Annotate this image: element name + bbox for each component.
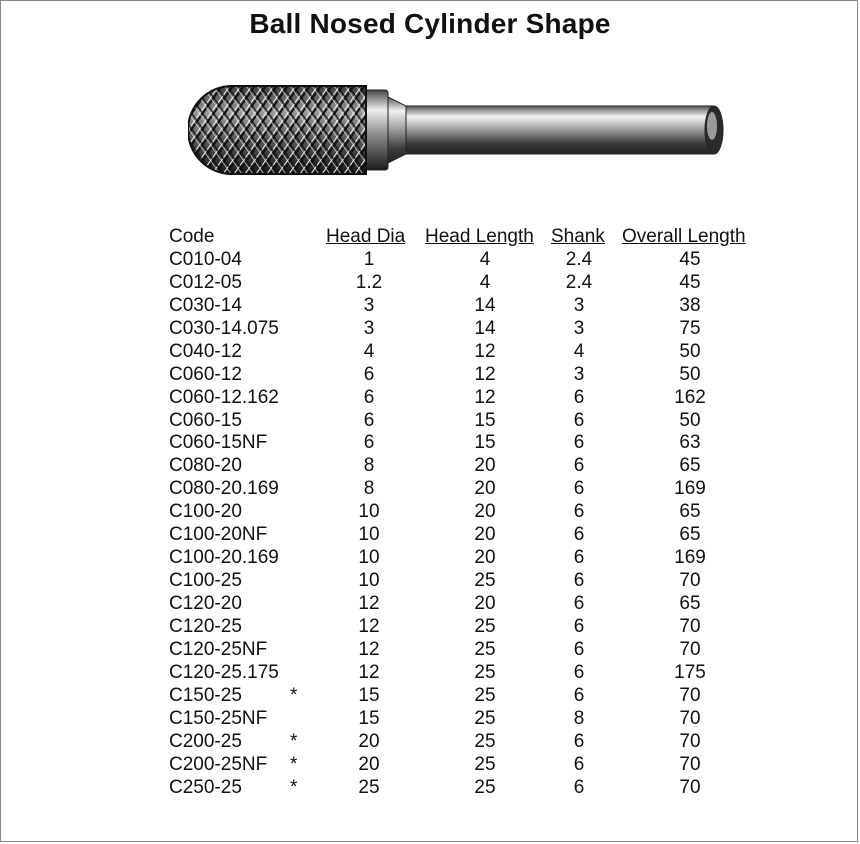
row-head-length: 4 bbox=[479, 271, 491, 293]
row-code: C100-20 bbox=[169, 501, 242, 523]
row-shank: 6 bbox=[573, 478, 585, 500]
table-row bbox=[168, 318, 768, 341]
row-overall-length: 63 bbox=[679, 432, 701, 454]
row-head-length: 20 bbox=[474, 524, 496, 546]
row-head-dia: 12 bbox=[358, 638, 380, 660]
row-code: C120-25NF bbox=[169, 638, 268, 660]
header-code: Code bbox=[169, 226, 215, 247]
row-overall-length: 169 bbox=[674, 547, 706, 569]
row-shank: 6 bbox=[573, 730, 585, 752]
row-code: C080-20.169 bbox=[169, 478, 279, 500]
table-row bbox=[168, 524, 768, 547]
row-head-dia: 10 bbox=[358, 501, 380, 523]
row-overall-length: 38 bbox=[679, 294, 701, 316]
table-row bbox=[168, 341, 768, 364]
row-shank: 6 bbox=[573, 593, 585, 614]
row-star-marker: * bbox=[290, 776, 298, 798]
page-title: Ball Nosed Cylinder Shape bbox=[249, 8, 611, 39]
specification-table bbox=[168, 226, 768, 799]
row-head-dia: 12 bbox=[358, 661, 380, 683]
row-overall-length: 50 bbox=[679, 363, 701, 385]
row-shank: 6 bbox=[573, 753, 585, 775]
row-shank: 6 bbox=[573, 615, 585, 637]
row-head-dia: 6 bbox=[363, 386, 375, 408]
table-row bbox=[168, 501, 768, 524]
row-head-length: 12 bbox=[474, 363, 496, 385]
row-shank: 6 bbox=[573, 638, 585, 660]
table-row bbox=[168, 547, 768, 570]
row-head-dia: 10 bbox=[358, 524, 380, 546]
row-shank: 3 bbox=[573, 363, 585, 385]
row-overall-length: 169 bbox=[674, 478, 706, 500]
row-head-dia: 8 bbox=[363, 455, 375, 477]
row-code: C100-20.169 bbox=[169, 547, 279, 569]
row-shank: 6 bbox=[573, 547, 585, 569]
row-star-marker: * bbox=[290, 753, 298, 775]
row-overall-length: 65 bbox=[679, 524, 701, 546]
row-overall-length: 50 bbox=[679, 409, 701, 431]
row-head-dia: 10 bbox=[358, 547, 380, 569]
row-head-dia: 12 bbox=[358, 593, 380, 614]
row-head-dia: 20 bbox=[358, 730, 380, 752]
row-shank: 6 bbox=[573, 570, 585, 592]
row-shank: 6 bbox=[573, 386, 585, 408]
row-head-dia: 20 bbox=[358, 753, 380, 775]
row-code: C150-25 bbox=[169, 684, 242, 706]
row-code: C010-04 bbox=[169, 248, 242, 270]
row-head-dia: 10 bbox=[358, 570, 380, 592]
row-head-length: 20 bbox=[474, 593, 496, 614]
row-shank: 6 bbox=[573, 455, 585, 477]
table-row bbox=[168, 731, 768, 754]
table-row bbox=[168, 455, 768, 478]
table-row bbox=[168, 662, 768, 685]
row-star-marker: * bbox=[290, 684, 298, 706]
row-overall-length: 175 bbox=[674, 661, 706, 683]
table-row bbox=[168, 708, 768, 731]
row-code: C030-14.075 bbox=[169, 317, 279, 339]
row-head-dia: 3 bbox=[363, 294, 375, 316]
table-row bbox=[168, 639, 768, 662]
row-head-length: 25 bbox=[474, 776, 496, 798]
table-row bbox=[168, 754, 768, 777]
row-head-length: 20 bbox=[474, 455, 496, 477]
row-overall-length: 45 bbox=[679, 271, 701, 293]
row-shank: 2.4 bbox=[565, 248, 593, 270]
table-row bbox=[168, 777, 768, 800]
table-row bbox=[168, 616, 768, 639]
row-head-length: 25 bbox=[474, 707, 496, 729]
table-row bbox=[168, 272, 768, 295]
table-row bbox=[168, 570, 768, 593]
row-code: C100-25 bbox=[169, 570, 242, 592]
row-head-length: 25 bbox=[474, 684, 496, 706]
row-overall-length: 65 bbox=[679, 501, 701, 523]
row-code: C120-20 bbox=[169, 593, 242, 614]
row-head-dia: 6 bbox=[363, 432, 375, 454]
table-row bbox=[168, 387, 768, 410]
row-overall-length: 75 bbox=[679, 317, 701, 339]
row-overall-length: 70 bbox=[679, 730, 701, 752]
row-code: C060-12 bbox=[169, 363, 242, 385]
row-head-length: 20 bbox=[474, 547, 496, 569]
ball-nosed-burr-image bbox=[188, 82, 728, 178]
header-head-dia: Head Dia bbox=[326, 226, 406, 247]
row-code: C060-12.162 bbox=[169, 386, 279, 408]
row-overall-length: 70 bbox=[679, 707, 701, 729]
row-head-length: 25 bbox=[474, 638, 496, 660]
row-code: C200-25 bbox=[169, 730, 242, 752]
table-row bbox=[168, 410, 768, 433]
row-head-dia: 1.2 bbox=[355, 271, 383, 293]
row-shank: 6 bbox=[573, 684, 585, 706]
row-overall-length: 70 bbox=[679, 638, 701, 660]
row-overall-length: 162 bbox=[674, 386, 706, 408]
row-head-dia: 12 bbox=[358, 615, 380, 637]
row-head-dia: 1 bbox=[363, 248, 375, 270]
row-shank: 2.4 bbox=[565, 271, 593, 293]
row-shank: 6 bbox=[573, 661, 585, 683]
row-head-dia: 8 bbox=[363, 478, 375, 500]
row-code: C060-15NF bbox=[169, 432, 268, 454]
row-overall-length: 65 bbox=[679, 455, 701, 477]
table-header-row bbox=[168, 226, 768, 249]
row-overall-length: 50 bbox=[679, 340, 701, 362]
table-body bbox=[168, 249, 768, 800]
row-star-marker: * bbox=[290, 730, 298, 752]
row-overall-length: 70 bbox=[679, 776, 701, 798]
row-shank: 6 bbox=[573, 409, 585, 431]
row-overall-length: 70 bbox=[679, 753, 701, 775]
table-row bbox=[168, 432, 768, 455]
row-head-length: 25 bbox=[474, 661, 496, 683]
header-overall-length: Overall Length bbox=[622, 226, 746, 247]
row-shank: 6 bbox=[573, 432, 585, 454]
row-code: C040-12 bbox=[169, 340, 242, 362]
row-head-length: 15 bbox=[474, 432, 496, 454]
table-row bbox=[168, 593, 768, 616]
row-head-dia: 25 bbox=[358, 776, 380, 798]
row-overall-length: 45 bbox=[679, 248, 701, 270]
row-head-length: 25 bbox=[474, 753, 496, 775]
table-row bbox=[168, 364, 768, 387]
table-row bbox=[168, 685, 768, 708]
row-shank: 6 bbox=[573, 524, 585, 546]
row-head-length: 25 bbox=[474, 730, 496, 752]
row-code: C100-20NF bbox=[169, 524, 268, 546]
row-code: C030-14 bbox=[169, 294, 242, 316]
row-code: C250-25 bbox=[169, 776, 242, 798]
row-head-length: 20 bbox=[474, 478, 496, 500]
row-shank: 6 bbox=[573, 776, 585, 798]
row-code: C200-25NF bbox=[169, 753, 268, 775]
header-shank: Shank bbox=[551, 226, 605, 247]
row-head-length: 25 bbox=[474, 615, 496, 637]
row-code: C060-15 bbox=[169, 409, 242, 431]
row-code: C080-20 bbox=[169, 455, 242, 477]
row-overall-length: 65 bbox=[679, 593, 701, 614]
row-head-length: 15 bbox=[474, 409, 496, 431]
row-code: C012-05 bbox=[169, 271, 242, 293]
row-overall-length: 70 bbox=[679, 615, 701, 637]
row-shank: 8 bbox=[573, 707, 585, 729]
row-head-length: 4 bbox=[479, 248, 491, 270]
row-shank: 3 bbox=[573, 294, 585, 316]
row-code: C120-25.175 bbox=[169, 661, 279, 683]
row-shank: 4 bbox=[573, 340, 585, 362]
row-head-dia: 6 bbox=[363, 363, 375, 385]
row-head-dia: 4 bbox=[363, 340, 375, 362]
row-head-length: 12 bbox=[474, 386, 496, 408]
header-head-length: Head Length bbox=[425, 226, 534, 247]
row-head-dia: 15 bbox=[358, 684, 380, 706]
row-shank: 3 bbox=[573, 317, 585, 339]
row-overall-length: 70 bbox=[679, 684, 701, 706]
row-head-length: 20 bbox=[474, 501, 496, 523]
row-head-dia: 15 bbox=[358, 707, 380, 729]
row-code: C150-25NF bbox=[169, 707, 268, 729]
table-row bbox=[168, 478, 768, 501]
row-overall-length: 70 bbox=[679, 570, 701, 592]
row-head-dia: 3 bbox=[363, 317, 375, 339]
table-row bbox=[168, 249, 768, 272]
row-head-length: 12 bbox=[474, 340, 496, 362]
row-shank: 6 bbox=[573, 501, 585, 523]
row-head-length: 14 bbox=[474, 317, 496, 339]
row-head-length: 14 bbox=[474, 294, 496, 316]
row-code: C120-25 bbox=[169, 615, 242, 637]
table-row bbox=[168, 295, 768, 318]
row-head-length: 25 bbox=[474, 570, 496, 592]
row-head-dia: 6 bbox=[363, 409, 375, 431]
